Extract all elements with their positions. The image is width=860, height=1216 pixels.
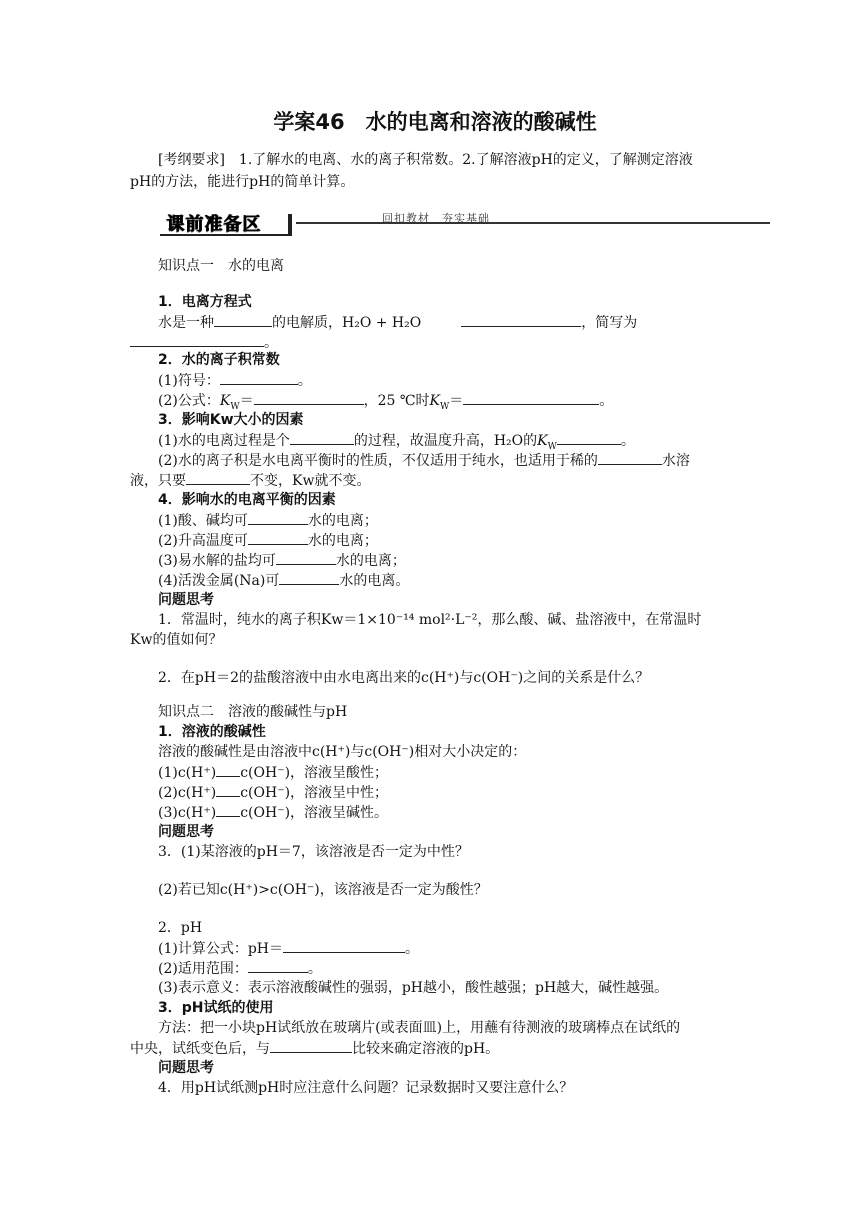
kp2-s3-b: 中央，试纸变色后，与 比较来确定溶液的pH。 (130, 1038, 499, 1059)
kp1-s3-heading: 3．影响Kw大小的因素 (158, 412, 304, 428)
intro-line-2: pH的方法，能进行pH的简单计算。 (130, 174, 355, 190)
kp2-question-heading-2: 问题思考 (158, 1060, 214, 1076)
kp2-s1-1: (1)c(H⁺) c(OH⁻)，溶液呈酸性； (158, 762, 388, 783)
kp1-question-2: 2．在pH＝2的盐酸溶液中由水电离出来的c(H⁺)与c(OH⁻)之间的关系是什么？ (158, 670, 650, 686)
kp2-s1-2: (2)c(H⁺) c(OH⁻)，溶液呈中性； (158, 782, 388, 803)
kp2-question-4: 4．用pH试纸测pH时应注意什么问题？记录数据时又要注意什么？ (158, 1080, 574, 1096)
kp2-question-heading: 问题思考 (158, 824, 214, 840)
kp2-s1-desc: 溶液的酸碱性是由溶液中c(H⁺)与c(OH⁻)相对大小决定的： (158, 744, 527, 760)
kp1-s4-3: (3)易水解的盐均可 水的电离； (158, 550, 406, 571)
kp2-s2-3: (3)表示意义：表示溶液酸碱性的强弱，pH越小，酸性越强；pH越大，碱性越强。 (158, 980, 669, 996)
kp1-s3-2-cont: 液，只要 不变，Kw就不变。 (130, 470, 370, 491)
kp1-s2-b: (2)公式：$K_W=$ ，25 ℃时$K_W=$ 。 (158, 390, 613, 411)
kp1-s1-heading: 1．电离方程式 (158, 294, 252, 310)
kp2-s3-heading: 3．pH试纸的使用 (158, 1000, 274, 1016)
kp1-s3-1: (1)水的电离过程是个 的过程，故温度升高，H₂O的$K_W$ 。 (158, 430, 635, 451)
kp1-question-1a: 1．常温时，纯水的离子积Kw＝1×10⁻¹⁴ mol²·L⁻²，那么酸、碱、盐溶液中，在常温时 (158, 612, 702, 628)
page-title: 学案46 水的电离和溶液的酸碱性 (273, 110, 597, 134)
kp2-s2-heading: 2．pH (158, 920, 203, 936)
kp1-s1-line1: 水是一种 的电解质，H₂O + H₂O ，简写为 (158, 312, 637, 333)
kp1-s4-2: (2)升高温度可 水的电离； (158, 530, 378, 551)
banner-subtitle: 回扣教材 夯实基础 (382, 212, 490, 225)
section-banner (160, 208, 770, 238)
intro-line-1: [考纲要求] 1.了解水的电离、水的离子积常数。2.了解溶液pH的定义，了解测定溶液 (158, 152, 693, 168)
kp1-s4-4: (4)活泼金属(Na)可 水的电离。 (158, 570, 409, 591)
banner-label: 课前准备区 (166, 214, 261, 235)
kp1-s1-line2: 。 (130, 332, 278, 353)
kp1-question-heading: 问题思考 (158, 592, 214, 608)
kp2-heading: 知识点二 溶液的酸碱性与pH (158, 704, 348, 720)
kp2-s2-1: (1)计算公式：pH＝ 。 (158, 938, 419, 959)
kp1-question-1b: Kw的值如何？ (130, 632, 223, 648)
kp2-s1-heading: 1．溶液的酸碱性 (158, 724, 266, 740)
kp1-s4-heading: 4．影响水的电离平衡的因素 (158, 492, 336, 508)
kp1-s3-2: (2)水的离子积是水电离平衡时的性质，不仅适用于纯水，也适用于稀的 水溶 (158, 450, 690, 471)
kp1-heading: 知识点一 水的电离 (158, 258, 284, 274)
kp2-question-3-1: 3．(1)某溶液的pH＝7，该溶液是否一定为中性？ (158, 844, 469, 860)
kp2-question-3-2: (2)若已知c(H⁺)>c(OH⁻)，该溶液是否一定为酸性？ (158, 882, 488, 898)
kp2-s3-a: 方法：把一小块pH试纸放在玻璃片(或表面皿)上，用蘸有待测液的玻璃棒点在试纸的 (158, 1020, 681, 1036)
kp1-s4-1: (1)酸、碱均可 水的电离； (158, 510, 378, 531)
kp2-s1-3: (3)c(H⁺) c(OH⁻)，溶液呈碱性。 (158, 802, 388, 823)
kp1-s2-a: (1)符号： 。 (158, 370, 312, 391)
kp1-s2-heading: 2．水的离子积常数 (158, 352, 280, 368)
kp2-s2-2: (2)适用范围： 。 (158, 958, 322, 979)
